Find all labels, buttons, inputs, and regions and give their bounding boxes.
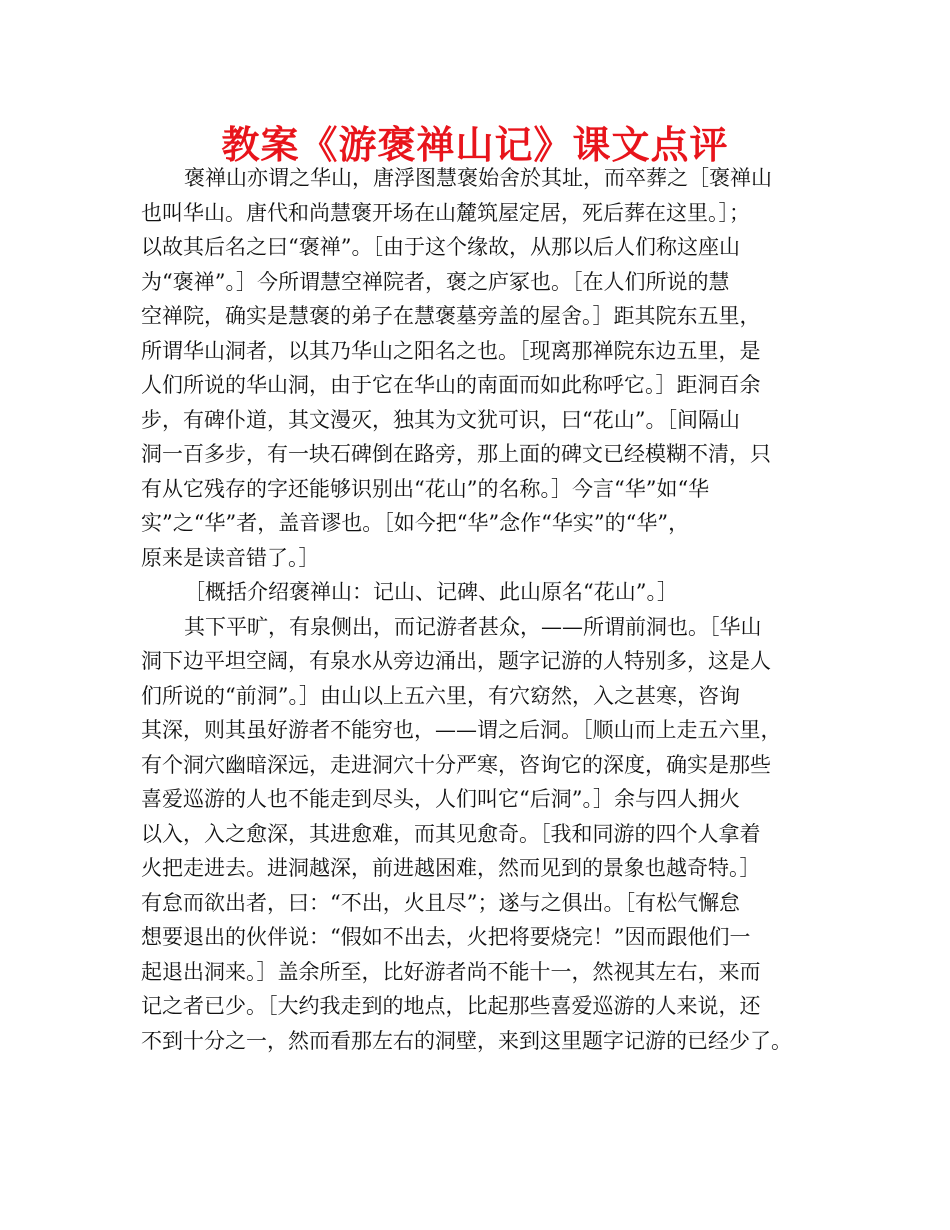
text-line: 实”之“华”者，盖音谬也。［如今把“华”念作“华实”的“华”，: [141, 511, 690, 535]
text-line: 其深，则其虽好游者不能穷也，——谓之后洞。［顺山而上走五六里，: [141, 718, 782, 742]
summary-line: ［概括介绍褒禅山：记山、记碑、此山原名“花山”。］: [184, 580, 678, 604]
text-line: 以故其后名之曰“褒禅”。［由于这个缘故，从那以后人们称这座山: [141, 235, 740, 259]
text-line: 原来是读音错了。］: [141, 545, 320, 570]
text-line: 洞下边平坦空阔，有泉水从旁边涌出，题字记游的人特别多，这是人: [141, 649, 771, 673]
text-line: 步，有碑仆道，其文漫灭，独其为文犹可识，曰“花山”。［间隔山: [141, 407, 740, 432]
text-line: 想要退出的伙伴说：“假如不出去，火把将要烧完！”因而跟他们一: [141, 925, 751, 949]
text-line: 也叫华山。唐代和尚慧褒开场在山麓筑屋定居，死后葬在这里。］；: [141, 200, 750, 225]
text-line: 火把走进去。进洞越深，前进越困难，然而见到的景象也越奇特。］: [141, 856, 761, 880]
document-body: [141, 161, 831, 1058]
text-line: 们所说的“前洞”。］由山以上五六里，有穴窈然，入之甚寒，咨询: [141, 683, 740, 708]
document-title: 教案《游褒禅山记》课文点评: [221, 123, 729, 167]
text-line: 以入，入之愈深，其进愈难，而其见愈奇。［我和同游的四个人拿着: [141, 821, 761, 846]
text-line: 其下平旷，有泉侧出，而记游者甚众，——所谓前洞也。［华山: [184, 614, 762, 639]
text-line: 不到十分之一，然而看那左右的洞壁，来到这里题字记游的已经少了。: [141, 1028, 792, 1053]
text-line: 有从它残存的字还能够识别出“花山”的名称。］今言“华”如“华: [141, 476, 710, 501]
text-line: 空禅院，确实是慧褒的弟子在慧褒墓旁盖的屋舍。］距其院东五里，: [141, 304, 761, 328]
text-line: 喜爱巡游的人也不能走到尽头，人们叫它“后洞”。］余与四人拥火: [141, 787, 740, 811]
text-line: 洞一百多步，有一块石碑倒在路旁，那上面的碑文已经模糊不清，只: [141, 442, 771, 466]
text-line: 有个洞穴幽暗深远，走进洞穴十分严寒，咨询它的深度，确实是那些: [141, 752, 771, 777]
text-line: 记之者已少。［大约我走到的地点，比起那些喜爱巡游的人来说，还: [141, 994, 761, 1018]
text-line: 褒禅山亦谓之华山，唐浮图慧褒始舍於其址，而卒葬之［褒禅山: [184, 166, 772, 190]
text-line: 所谓华山洞者，以其乃华山之阳名之也。［现离那禅院东边五里，是: [141, 338, 761, 363]
text-line: 起退出洞来。］盖余所至，比好游者尚不能十一，然视其左右，来而: [141, 959, 761, 984]
text-line: 为“褒禅”。］今所谓慧空禅院者，褒之庐冢也。［在人们所说的慧: [141, 269, 730, 294]
text-line: 有怠而欲出者，曰：“不出，火且尽”；遂与之俱出。［有松气懈怠: [141, 890, 740, 915]
text-line: 人们所说的华山洞，由于它在华山的南面而如此称呼它。］距洞百余: [141, 373, 761, 397]
